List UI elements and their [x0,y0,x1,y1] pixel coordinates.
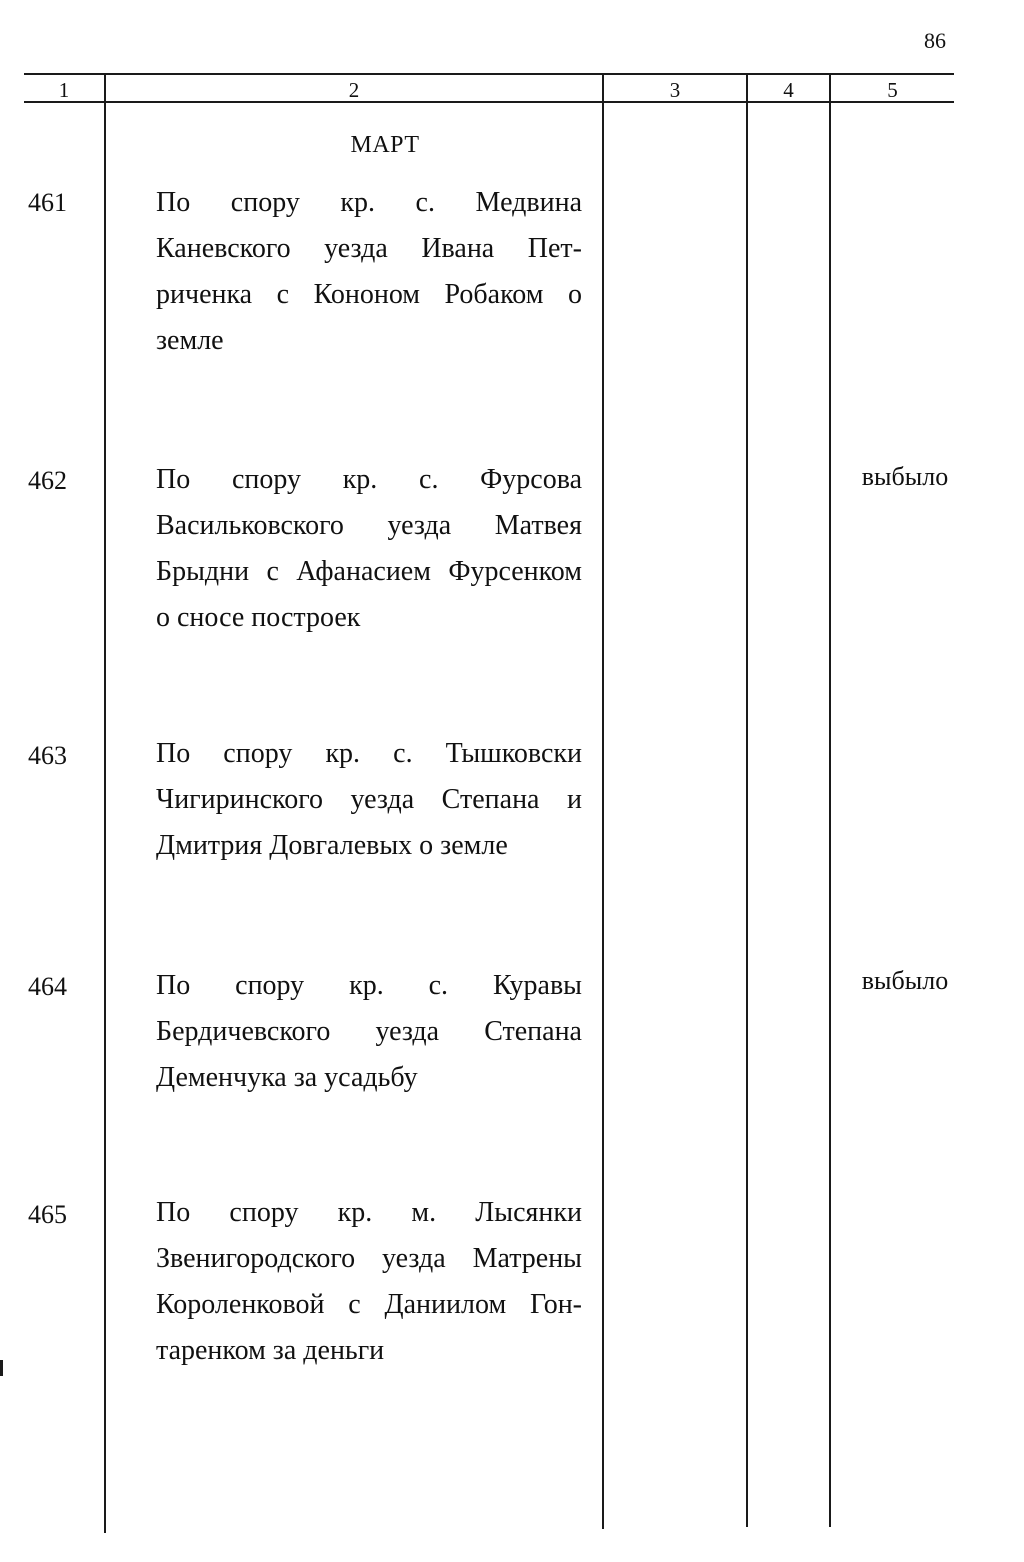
row-number: 462 [28,466,67,495]
row-description [156,963,582,1101]
description-line: таренком за деньги [156,1335,385,1366]
description-line: Чигиринского уезда Степана и [156,784,582,815]
description-line: По спору кр. с. Тышковски [156,738,582,769]
description-line: о сносе построек [156,602,361,633]
row-status-note: выбыло [861,966,949,995]
row-description [156,180,582,364]
description-line: Дмитрия Довгалевых о земле [156,830,508,861]
row-number: 465 [28,1200,67,1229]
description-line: Звенигородского уезда Матрены [156,1243,582,1274]
row-number: 464 [28,972,67,1001]
row-description [156,457,582,641]
column-header-3: 3 [669,78,681,102]
description-line: земле [156,325,224,356]
row-description [156,731,582,869]
description-line: Короленковой с Даниилом Гон- [156,1289,582,1320]
margin-mark [0,1360,3,1376]
row-number: 461 [28,188,67,217]
description-line: По спору кр. с. Куравы [156,970,582,1001]
column-header-5: 5 [887,78,898,102]
description-line: Васильковского уезда Матвея [156,510,582,541]
column-header-4: 4 [783,78,794,102]
row-number: 463 [28,741,67,770]
column-divider-2 [602,73,604,1529]
description-line: риченка с Кононом Робаком о [156,279,582,310]
description-line: Брыдни с Афанасием Фурсенком [156,556,582,587]
description-line: Деменчука за усадьбу [156,1062,418,1093]
description-line: По спору кр. с. Медвина [156,187,582,218]
description-line: По спору кр. с. Фурсова [156,464,582,495]
description-line: По спору кр. м. Лысянки [156,1197,582,1228]
month-heading: МАРТ [350,132,420,158]
row-description [156,1190,582,1374]
column-divider-3 [746,73,748,1527]
column-header-1: 1 [58,78,70,102]
column-divider-4 [829,73,831,1527]
page-number: 86 [924,28,946,53]
column-divider-1 [104,73,106,1533]
description-line: Бердичевского уезда Степана [156,1016,582,1047]
column-header-2: 2 [348,78,360,102]
row-status-note: выбыло [861,462,949,491]
table-top-rule [24,73,954,75]
description-line: Каневского уезда Ивана Пет- [156,233,582,264]
